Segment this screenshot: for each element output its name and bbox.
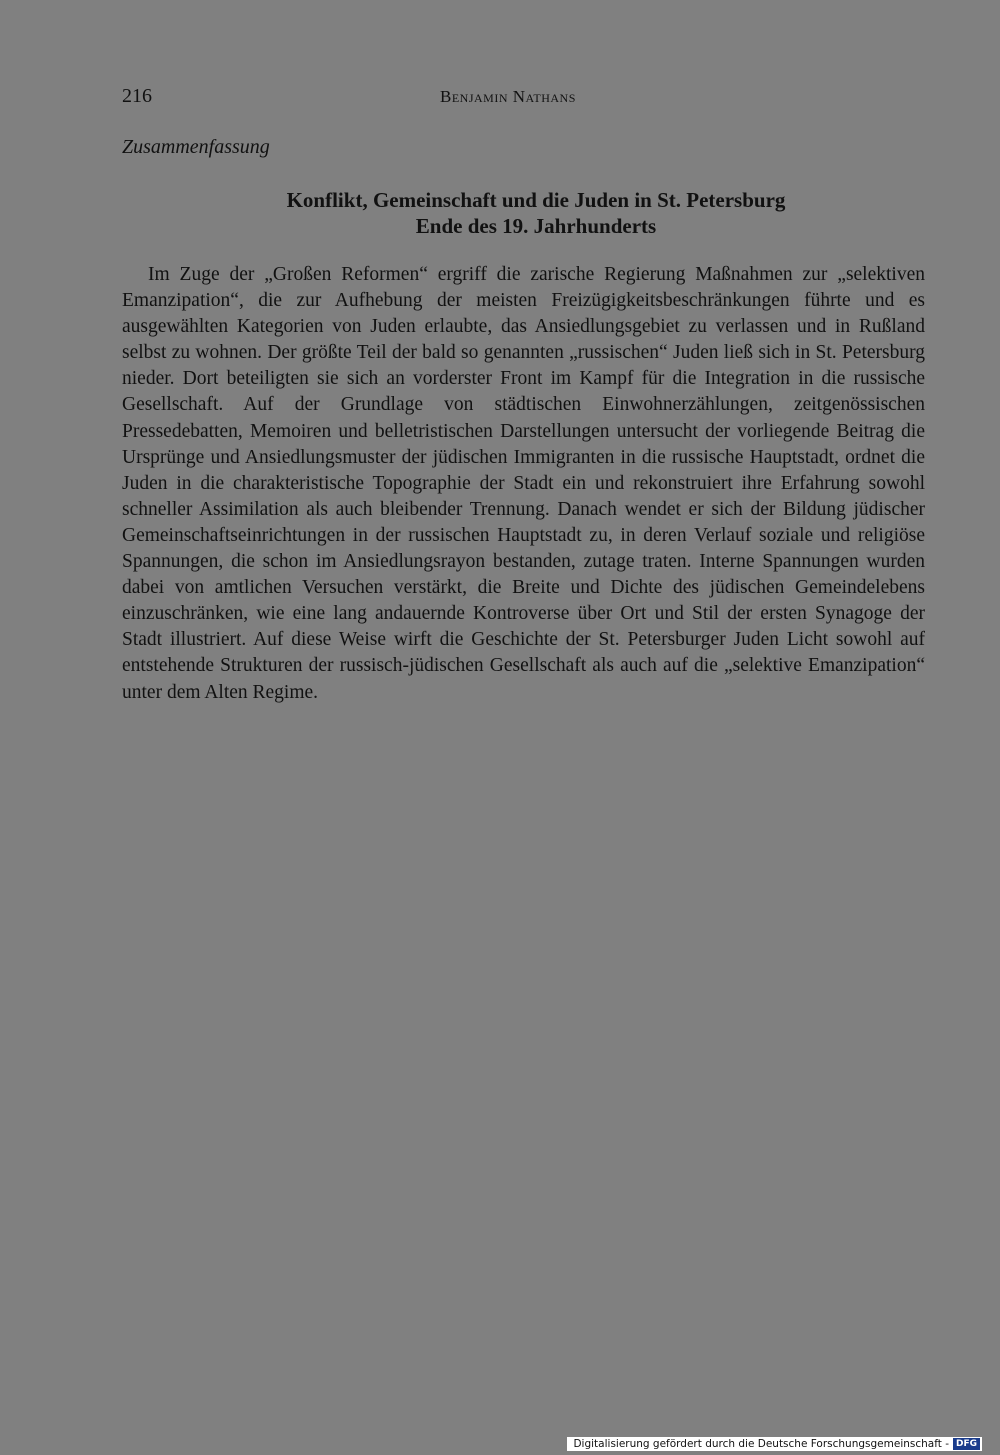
article-title <box>122 187 950 239</box>
digitization-footer <box>567 1437 982 1451</box>
abstract-paragraph: Im Zuge der „Großen Reformen“ ergriff die zarische Regierung Maßnahmen zur „selektiven Emanzipation“, die zur Aufhebung der meisten Freizügigkeitsbeschränkungen führte und es ausgewählten Kategorien von Juden erlaubte, das Ansiedlungsgebiet zu verlassen und in Rußland selbst zu wohnen. Der größte Teil der bald so genannten „russischen“ Juden ließ sich in St. Petersburg nieder. Dort beteiligten sie sich an vorderster Front im Kampf für die Integration in die russische Gesellschaft. Auf der Grundlage von städtischen Einwohnerzählungen, zeitgenössischen Pressedebatten, Memoiren und belletristischen Darstellungen untersucht der vorliegende Beitrag die Ursprünge und Ansiedlungsmuster der jüdischen Immigranten in die russische Hauptstadt, ordnet die Juden in die charakteristische Topographie der Stadt ein und rekonstruiert ihre Erfahrung sowohl schneller Assimilation als auch bleibender Trennung. Danach wendet er sich der Bildung jüdischer Gemeinschaftseinrichtungen in der russischen Hauptstadt zu, in deren Verlauf soziale und religiöse Spannungen, die schon im Ansiedlungsrayon bestanden, zutage traten. Interne Spannungen wurden dabei von amtlichen Versuchen verstärkt, die Breite und Dichte des jüdischen Gemeindelebens einzuschränken, wie eine lang andauernde Kontroverse über Ort und Stil der ersten Synagoge der Stadt illustriert. Auf diese Weise wirft die Geschichte der St. Petersburger Juden Licht sowohl auf entstehende Strukturen der russisch-jüdischen Gesellschaft als auch auf die „selektive Emanzipation“ unter dem Alten Regime. <box>122 264 925 703</box>
page-number: 216 <box>122 85 152 107</box>
title-line-2: Ende des 19. Jahrhunderts <box>415 214 657 238</box>
running-head: Benjamin Nathans <box>440 87 576 106</box>
dfg-logo: DFG <box>953 1438 980 1450</box>
section-label: Zusammenfassung <box>122 136 270 158</box>
footer-text: Digitalisierung gefördert durch die Deutsche Forschungsgemeinschaft - <box>573 1438 949 1450</box>
title-line-1: Konflikt, Gemeinschaft und die Juden in St. Petersburg <box>286 188 786 212</box>
